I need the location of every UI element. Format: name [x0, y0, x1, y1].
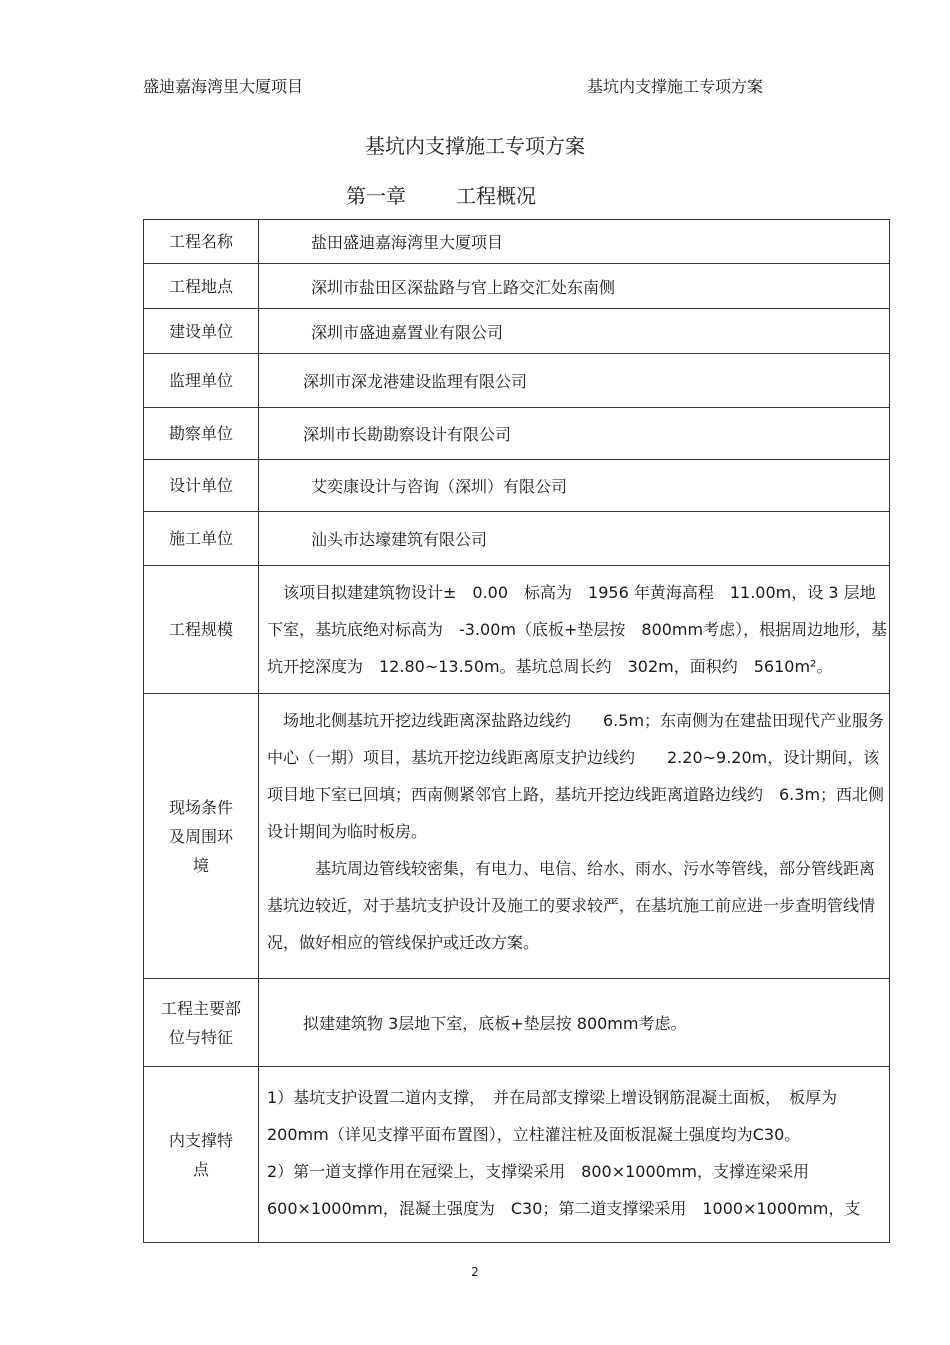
support-paragraph-2: 2）第一道支撑作用在冠梁上，支撑梁采用 800×1000mm，支撑连梁采用600×1000mm，混凝土强度为 C30；第二道支撑梁采用 1000×1000mm，支 [267, 1162, 861, 1218]
table-row [144, 264, 890, 309]
header-document-name: 基坑内支撑施工专项方案 [587, 77, 764, 96]
site-paragraph-2: 基坑周边管线较密集，有电力、电信、给水、雨水、污水等管线，部分管线距离基坑边较近，对于基坑支护设计及施工的要求较严，在基坑施工前应进一步查明管线情况，做好相应的管线保护或迁改方案。 [267, 859, 876, 952]
support-description [259, 1067, 890, 1243]
table-row [144, 460, 890, 512]
row-value: 汕头市达壕建筑有限公司 [259, 512, 890, 566]
row-value: 深圳市长勘勘察设计有限公司 [259, 408, 890, 460]
row-label: 工程规模 [144, 566, 259, 694]
chapter-number: 第一章 [346, 184, 406, 208]
table-row [144, 408, 890, 460]
row-label: 建设单位 [144, 309, 259, 354]
chapter-heading [346, 180, 536, 209]
row-value: 深圳市深龙港建设监理有限公司 [259, 354, 890, 408]
header-project-name: 盛迪嘉海湾里大厦项目 [143, 77, 304, 96]
table-row [144, 512, 890, 566]
table-row [144, 309, 890, 354]
table-row [144, 220, 890, 264]
table-row-main [144, 979, 890, 1067]
row-label: 设计单位 [144, 460, 259, 512]
row-value: 深圳市盛迪嘉置业有限公司 [259, 309, 890, 354]
row-value: 深圳市盐田区深盐路与官上路交汇处东南侧 [259, 264, 890, 309]
row-label: 监理单位 [144, 354, 259, 408]
site-paragraph-1: 场地北侧基坑开挖边线距离深盐路边线约 6.5m；东南侧为在建盐田现代产业服务中心（一期）项目，基坑开挖边线距离原支护边线约 2.20~9.20m，设计期间，该项目地下室已回填；西南侧紧邻官上路，基坑开挖边线距离道路边线约 6.3m；西北侧设计期间为临时板房。 [267, 711, 885, 841]
row-value: 盐田盛迪嘉海湾里大厦项目 [259, 220, 890, 264]
table-row [144, 354, 890, 408]
project-overview-table [143, 219, 890, 1243]
document-title: 基坑内支撑施工专项方案 [365, 134, 585, 158]
row-value: 艾奕康设计与咨询（深圳）有限公司 [259, 460, 890, 512]
row-label: 工程地点 [144, 264, 259, 309]
scale-description [259, 566, 890, 694]
site-description [259, 694, 890, 979]
row-label: 工程名称 [144, 220, 259, 264]
page-number: 2 [471, 1265, 479, 1279]
row-label: 内支撑特点 [144, 1067, 259, 1243]
chapter-name: 工程概况 [456, 184, 536, 208]
support-paragraph-1: 1）基坑支护设置二道内支撑， 并在局部支撑梁上增设钢筋混凝土面板， 板厚为200mm（详见支撑平面布置图），立柱灌注桩及面板混凝土强度均为C30。 [267, 1088, 838, 1144]
scale-text: 该项目拟建建筑物设计± 0.00 标高为 1956 年黄海高程 11.00m，设 3 层地下室，基坑底绝对标高为 -3.00m（底板+垫层按 800mm考虑），根据周边地形，基坑开挖深度为 12.80~13.50m。基坑总周长约 302m，面积约 5610m²。 [267, 583, 888, 676]
row-label: 工程主要部位与特征 [144, 979, 259, 1067]
table-row-support [144, 1067, 890, 1243]
row-value: 拟建建筑物 3层地下室，底板+垫层按 800mm考虑。 [259, 979, 890, 1067]
table-row-site [144, 694, 890, 979]
table-row-scale [144, 566, 890, 694]
row-label: 勘察单位 [144, 408, 259, 460]
row-label: 施工单位 [144, 512, 259, 566]
row-label: 现场条件及周围环境 [144, 694, 259, 979]
